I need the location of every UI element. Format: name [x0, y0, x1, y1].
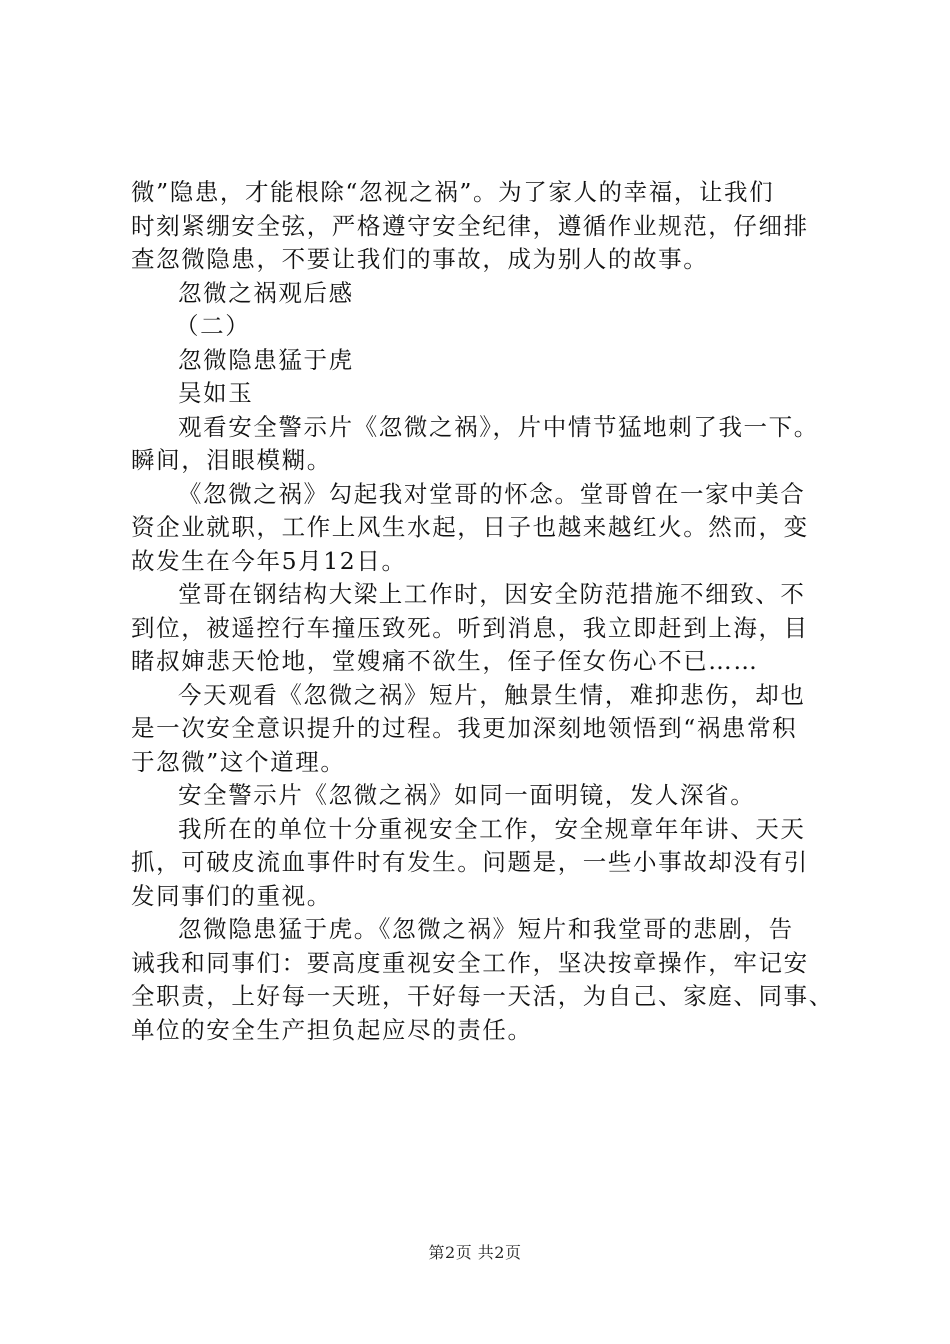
- document-body: [131, 176, 834, 1047]
- text-line: 时刻紧绷安全弦，严格遵守安全纪律，遵循作业规范，仔细排: [131, 211, 809, 240]
- text-line: 资企业就职，工作上风生水起，日子也越来越红火。然而，变: [131, 513, 809, 541]
- text-line: 单位的安全生产担负起应尽的责任。: [131, 1015, 533, 1044]
- essay-title: 忽微之祸观后感: [178, 278, 354, 307]
- page-number-label: 第2页 共2页: [428, 1243, 522, 1262]
- essay-subtitle: 忽微隐患猛于虎: [178, 345, 354, 374]
- text-line: 我所在的单位十分重视安全工作，安全规章年年讲、天天: [178, 814, 806, 843]
- text-line: 查忽微隐患，不要让我们的事故，成为别人的故事。: [131, 245, 709, 273]
- text-line: 瞬间，泪眼模糊。: [131, 446, 332, 474]
- essay-part-number: （二）: [175, 312, 251, 340]
- text-line: 《忽微之祸》勾起我对堂哥的怀念。堂哥曾在一家中美合: [178, 479, 806, 508]
- text-line: 故发生在今年5月12日。: [131, 546, 407, 575]
- text-line: 观看安全警示片《忽微之祸》，片中情节猛地刺了我一下。: [178, 412, 819, 441]
- text-line: 安全警示片《忽微之祸》如同一面明镜，发人深省。: [178, 781, 756, 809]
- text-line: 是一次安全意识提升的过程。我更加深刻地领悟到“祸患常积: [131, 714, 798, 742]
- text-line: 微”隐患，才能根除“忽视之祸”。为了家人的幸福，让我们: [131, 178, 775, 206]
- page-footer: [0, 1243, 950, 1263]
- text-line: 抓，可破皮流血事件时有发生。问题是，一些小事故却没有引: [131, 848, 809, 876]
- text-line: 忽微隐患猛于虎。《忽微之祸》短片和我堂哥的悲剧，告: [178, 915, 794, 943]
- text-line: 到位，被遥控行车撞压致死。听到消息，我立即赶到上海，目: [131, 613, 809, 642]
- text-line: 于忽微”这个道理。: [131, 747, 346, 776]
- author-name: 吴如玉: [178, 379, 254, 407]
- text-line: 发同事们的重视。: [131, 881, 332, 910]
- text-line: 诫我和同事们：要高度重视安全工作，坚决按章操作，牢记安: [131, 948, 809, 977]
- text-line: 全职责，上好每一天班，干好每一天活，为自己、家庭、同事、: [131, 982, 834, 1010]
- text-line: 睹叔婶悲天怆地，堂嫂痛不欲生，侄子侄女伤心不已……: [131, 647, 759, 675]
- text-line: 今天观看《忽微之祸》短片，触景生情，难抑悲伤，却也: [178, 680, 806, 709]
- text-line: 堂哥在钢结构大梁上工作时，因安全防范措施不细致、不: [178, 580, 806, 608]
